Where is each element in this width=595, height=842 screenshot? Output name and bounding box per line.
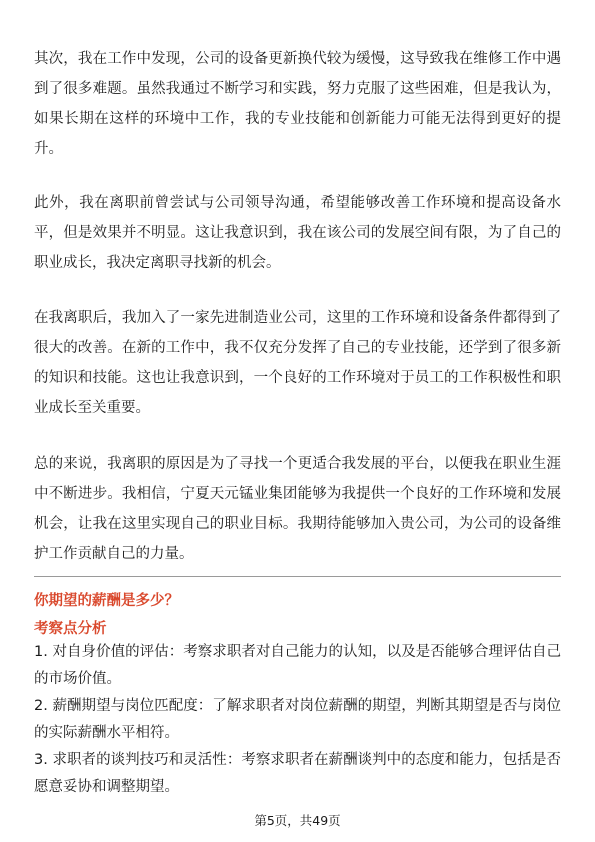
document-body [34, 44, 561, 569]
paragraph-4: 总的来说，我离职的原因是为了寻找一个更适合我发展的平台，以便我在职业生涯中不断进步。我相信，宁夏天元锰业集团能够为我提供一个良好的工作环境和发展机会，让我在这里实现自己的职业目标。我期待能够加入贵公司，为公司的设备维护工作贡献自己的力量。 [34, 456, 561, 562]
analysis-item: 1. 对自身价值的评估：考察求职者对自己能力的认知，以及是否能够合理评估自己的市场价值。 [34, 644, 561, 687]
paragraph-3: 在我离职后，我加入了一家先进制造业公司，这里的工作环境和设备条件都得到了很大的改善。在新的工作中，我不仅充分发挥了自己的专业技能，还学到了很多新的知识和技能。这也让我意识到，一个良好的工作环境对于员工的工作积极性和职业成长至关重要。 [34, 310, 561, 416]
paragraph-2: 此外，我在离职前曾尝试与公司领导沟通，希望能够改善工作环境和提高设备水平，但是效果并不明显。这让我意识到，我在该公司的发展空间有限，为了自己的职业成长，我决定离职寻找新的机会。 [34, 195, 561, 271]
spacer [34, 423, 561, 449]
page-number-footer: 第5页，共49页 [254, 813, 341, 828]
analysis-item: 2. 薪酬期望与岗位匹配度：了解求职者对岗位薪酬的期望，判断其期望是否与岗位的实际薪酬水平相符。 [34, 698, 561, 741]
paragraph-1: 其次，我在工作中发现，公司的设备更新换代较为缓慢，这导致我在维修工作中遇到了很多难题。虽然我通过不断学习和实践，努力克服了这些困难，但是我认为，如果长期在这样的环境中工作，我的专业技能和创新能力可能无法得到更好的提升。 [34, 51, 561, 157]
spacer [34, 164, 561, 188]
spacer [34, 278, 561, 303]
analysis-title: 考察点分析 [34, 621, 107, 637]
section-divider [34, 576, 561, 577]
analysis-item: 3. 求职者的谈判技巧和灵活性：考察求职者在薪酬谈判中的态度和能力，包括是否愿意妥协和调整期望。 [34, 752, 561, 795]
analysis-list [34, 639, 561, 801]
question-heading: 你期望的薪酬是多少？ [34, 593, 179, 609]
